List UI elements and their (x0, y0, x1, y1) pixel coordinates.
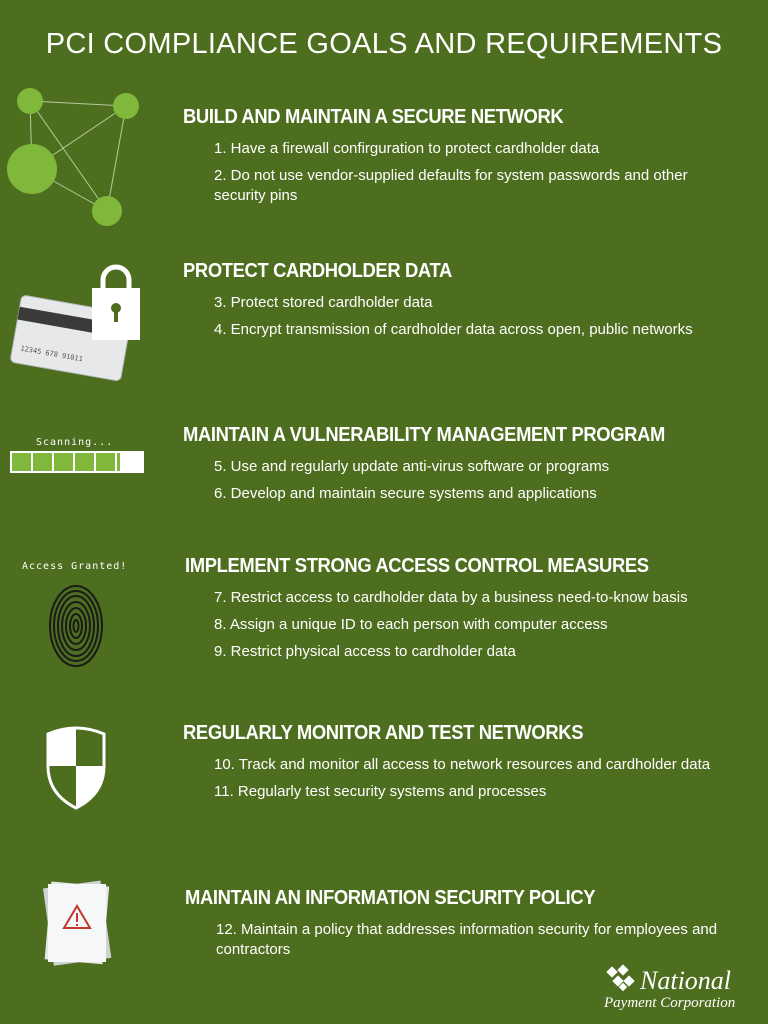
warning-document-icon (38, 876, 118, 968)
page-title: PCI COMPLIANCE GOALS AND REQUIREMENTS (45, 28, 723, 60)
list-item: 5. Use and regularly update anti-virus software or programs (214, 458, 610, 475)
access-granted-label: Access Granted! (22, 561, 128, 572)
requirement-list (214, 755, 734, 809)
requirement-list (214, 457, 734, 511)
list-item: 7. Restrict access to cardholder data by a business need-to-know basis (214, 589, 688, 606)
list-item: 4. Encrypt transmission of cardholder data across open, public networks (214, 321, 693, 338)
list-item: 11. Regularly test security systems and processes (214, 783, 547, 800)
requirement-list (214, 588, 734, 669)
scan-progress-bar (10, 451, 144, 473)
list-item: 2. Do not use vendor-supplied defaults for system passwords and other security pins (214, 167, 688, 204)
scan-label: Scanning... (36, 437, 114, 448)
card-number: 12345 678 91011 (19, 344, 84, 364)
section-heading: MAINTAIN AN INFORMATION SECURITY POLICY (185, 887, 596, 909)
section-heading: IMPLEMENT STRONG ACCESS CONTROL MEASURES (185, 555, 649, 577)
list-item: 12. Maintain a policy that addresses information security for employees and contractors (216, 921, 718, 958)
logo-line-1: National (640, 966, 732, 995)
list-item: 8. Assign a unique ID to each person with computer access (214, 616, 608, 633)
section-heading: BUILD AND MAINTAIN A SECURE NETWORK (183, 106, 564, 128)
scanning-progress-icon (10, 437, 144, 475)
section-heading: REGULARLY MONITOR AND TEST NETWORKS (183, 722, 584, 744)
logo-line-2: Payment Corporation (604, 995, 736, 1011)
shield-icon (44, 720, 108, 812)
logo-mark-icon (606, 964, 640, 994)
requirement-list (214, 293, 734, 347)
list-item: 1. Have a firewall confirguration to protect cardholder data (214, 140, 600, 157)
network-nodes-icon (4, 84, 154, 229)
list-item: 10. Track and monitor all access to network resources and cardholder data (214, 756, 711, 773)
list-item: 9. Restrict physical access to cardholder data (214, 643, 516, 660)
credit-card-lock-icon (8, 262, 158, 386)
requirement-list (214, 139, 734, 213)
list-item: 6. Develop and maintain secure systems and applications (214, 485, 597, 502)
scan-progress-fill (12, 453, 120, 471)
section-heading: PROTECT CARDHOLDER DATA (183, 260, 452, 282)
section-heading: MAINTAIN A VULNERABILITY MANAGEMENT PROGRAM (183, 424, 665, 446)
fingerprint-icon (46, 582, 106, 670)
national-payment-logo (602, 960, 762, 1012)
list-item: 3. Protect stored cardholder data (214, 294, 433, 311)
